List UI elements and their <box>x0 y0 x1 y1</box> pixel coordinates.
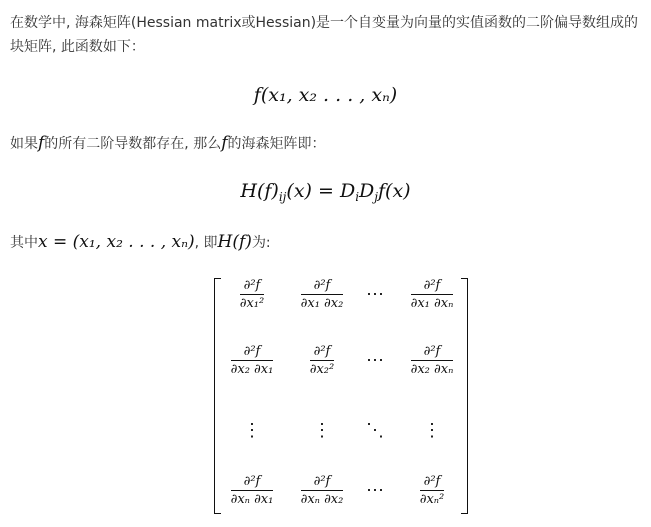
matrix-cell-2-3: ⋯ <box>366 350 384 371</box>
hessian-dj: D <box>359 180 375 202</box>
where-part-1: 其中 <box>10 235 38 251</box>
condition-line <box>10 131 326 156</box>
condition-part-3: 的海森矩阵即： <box>227 136 326 152</box>
hessian-rhs: f(x) <box>378 180 411 202</box>
denominator: ∂x₂ ∂x₁ <box>230 362 274 377</box>
hessian-lhs: H(f) <box>240 180 279 202</box>
hessian-di: i <box>355 190 360 204</box>
hessian-sub: ij <box>278 190 287 204</box>
matrix-cell-4-3: ⋯ <box>366 480 384 501</box>
numerator: ∂²f <box>420 474 445 491</box>
matrix-cell-4-4 <box>399 474 465 507</box>
numerator: ∂²f <box>411 278 454 295</box>
function-name: f <box>253 84 261 106</box>
denominator: ∂xₙ ∂x₁ <box>230 492 274 507</box>
numerator: ∂²f <box>301 474 344 491</box>
matrix-cell-1-4 <box>399 278 465 311</box>
matrix-cell-1-1 <box>219 278 285 311</box>
condition-part-2: 的所有二阶导数都存在, 那么 <box>44 136 222 152</box>
matrix-cell-2-4 <box>399 344 465 377</box>
where-part-2: , 即 <box>194 235 218 251</box>
denominator: ∂x₁² <box>239 296 265 311</box>
where-hf: H(f) <box>217 232 252 252</box>
matrix-cell-4-2 <box>289 474 355 507</box>
matrix-cell-2-2 <box>289 344 355 377</box>
matrix-cell-2-1 <box>219 344 285 377</box>
hessian-matrix <box>214 278 468 514</box>
matrix-cell-1-2 <box>289 278 355 311</box>
numerator: ∂²f <box>231 474 274 491</box>
condition-f-2: f <box>221 133 228 153</box>
hessian-mid: (x) = D <box>286 180 356 202</box>
where-part-3: 为: <box>251 235 271 251</box>
denominator: ∂x₁ ∂x₂ <box>300 296 344 311</box>
condition-part-1: 如果 <box>10 136 38 152</box>
numerator: ∂²f <box>240 278 264 295</box>
function-args: (x₁, x₂ . . . , xₙ) <box>260 84 398 106</box>
matrix-cell-4-1 <box>219 474 285 507</box>
denominator: ∂x₂ ∂xₙ <box>410 362 454 377</box>
denominator: ∂x₂² <box>309 362 335 377</box>
matrix-cell-1-3: ⋯ <box>366 284 384 305</box>
hessian-sub-j: j <box>374 190 378 204</box>
matrix-cell-3-4: ⋮ <box>423 420 441 441</box>
where-line <box>10 230 271 255</box>
intro-line-2: 块矩阵, 此函数如下： <box>10 39 145 55</box>
matrix-cell-3-1: ⋮ <box>243 420 261 441</box>
matrix-cell-3-3: ⋱ <box>366 420 384 441</box>
hessian-definition <box>0 180 651 202</box>
numerator: ∂²f <box>231 344 274 361</box>
denominator: ∂xₙ² <box>419 492 445 507</box>
denominator: ∂xₙ ∂x₂ <box>300 492 344 507</box>
intro-line-1: 在数学中, 海森矩阵(Hessian matrix或Hessian)是一个自变量为向量的实值函数的二阶偏导数组成的 <box>10 15 639 31</box>
condition-f-1: f <box>38 133 45 153</box>
numerator: ∂²f <box>301 278 344 295</box>
where-expr: x = (x₁, x₂ . . . , xₙ) <box>38 232 195 252</box>
numerator: ∂²f <box>310 344 334 361</box>
function-equation <box>0 84 651 106</box>
matrix-cell-3-2: ⋮ <box>313 420 331 441</box>
numerator: ∂²f <box>411 344 454 361</box>
denominator: ∂x₁ ∂xₙ <box>410 296 454 311</box>
